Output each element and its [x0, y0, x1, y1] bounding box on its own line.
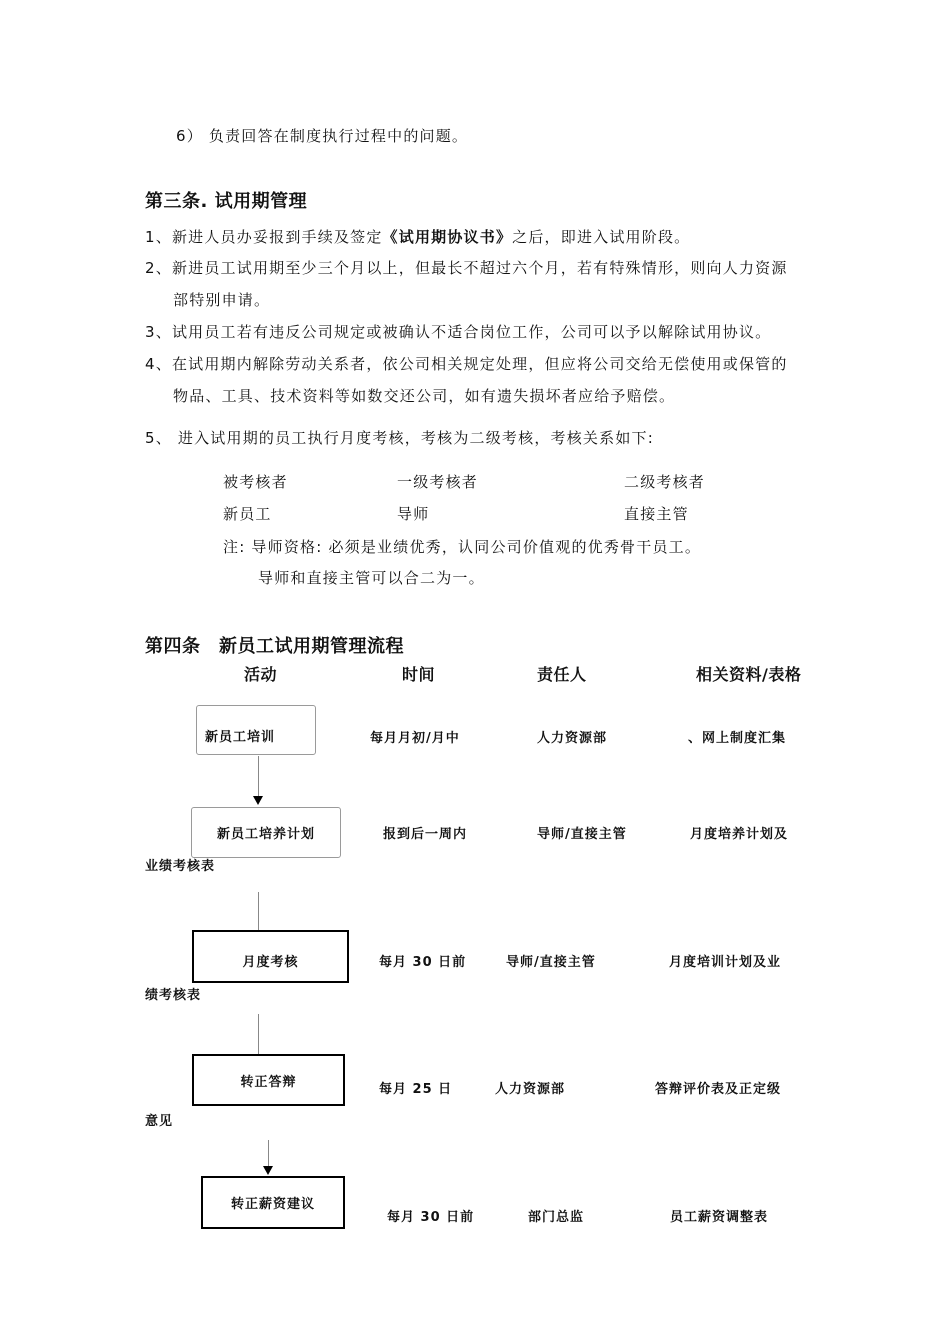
flow-step-label: 月度考核: [242, 955, 299, 970]
step4-time: 每月 25 日: [379, 1082, 453, 1097]
section3-paragraph-1: [145, 226, 690, 247]
flow-step-label: 新员工培养计划: [216, 827, 315, 842]
review-header-second-level: 二级考核者: [624, 473, 706, 491]
step5-docs: 员工薪资调整表: [670, 1210, 769, 1225]
flow-step-salary-proposal: [201, 1176, 345, 1229]
step2-owner: 导师/直接主管: [537, 827, 627, 842]
step4-docs: 答辩评价表及正定级: [655, 1082, 782, 1097]
step1-docs: 、网上制度汇集: [688, 731, 787, 746]
review-value-first-level: 导师: [397, 505, 430, 523]
mentor-note-line2: 导师和直接主管可以合二为一。: [258, 569, 485, 587]
section3-paragraph-3: 3、试用员工若有违反公司规定或被确认不适合岗位工作，公司可以予以解除试用协议。: [145, 323, 772, 341]
probation-agreement-title: 《试用期协议书》: [382, 228, 513, 246]
p1-pre: 1、新进人员办妥报到手续及签定: [145, 228, 383, 246]
flow-connector-2: [258, 892, 259, 930]
step2-docs: 月度培养计划及: [690, 827, 789, 842]
flow-step-label: 转正薪资建议: [230, 1197, 315, 1212]
arrow-down-icon: [263, 1166, 273, 1175]
arrow-down-icon: [253, 796, 263, 805]
column-header-activity: 活动: [244, 665, 278, 684]
section3-paragraph-2-line2: 部特别申请。: [173, 291, 271, 309]
step2-docs-wrap: 业绩考核表: [145, 859, 216, 874]
step1-owner: 人力资源部: [537, 731, 608, 746]
step5-time: 每月 30 日前: [387, 1210, 475, 1225]
flow-step-label: 转正答辩: [240, 1074, 297, 1090]
review-value-reviewee: 新员工: [223, 505, 272, 523]
flow-connector-4: [268, 1140, 269, 1167]
flow-step-monthly-review: [192, 930, 349, 983]
flow-connector-3: [258, 1014, 259, 1054]
step4-owner: 人力资源部: [495, 1082, 566, 1097]
flow-connector-1: [258, 756, 259, 796]
column-header-time: 时间: [402, 665, 436, 684]
flow-step-label: 新员工培训: [205, 729, 276, 745]
section4-heading: 第四条 新员工试用期管理流程: [145, 636, 404, 657]
flow-step-new-employee-training: [196, 705, 316, 755]
review-header-first-level: 一级考核者: [397, 473, 479, 491]
flow-step-training-plan: [191, 807, 341, 858]
step4-docs-wrap: 意见: [145, 1114, 174, 1129]
section3-paragraph-4-line1: 4、在试用期内解除劳动关系者，依公司相关规定处理，但应将公司交给无偿使用或保管的: [145, 355, 788, 373]
column-header-docs: 相关资料/表格: [696, 665, 802, 684]
flow-step-confirmation-defense: [192, 1054, 345, 1106]
step3-docs-wrap: 绩考核表: [145, 988, 202, 1003]
review-value-second-level: 直接主管: [624, 505, 689, 523]
review-header-reviewee: 被考核者: [223, 473, 288, 491]
column-header-owner: 责任人: [537, 665, 587, 684]
mentor-note-line1: 注: 导师资格: 必须是业绩优秀，认同公司价值观的优秀骨干员工。: [223, 538, 702, 556]
step2-time: 报到后一周内: [383, 827, 468, 842]
p1-post: 之后，即进入试用阶段。: [512, 228, 691, 246]
step3-time: 每月 30 日前: [379, 955, 467, 970]
section3-paragraph-4-line2: 物品、工具、技术资料等如数交还公司，如有遗失损坏者应给予赔偿。: [173, 387, 676, 405]
step5-owner: 部门总监: [528, 1210, 585, 1225]
section3-heading: 第三条. 试用期管理: [145, 191, 308, 212]
section3-paragraph-2-line1: 2、新进员工试用期至少三个月以上，但最长不超过六个月，若有特殊情形，则向人力资源: [145, 259, 788, 277]
step1-time: 每月月初/月中: [370, 731, 460, 746]
step3-docs: 月度培训计划及业: [669, 955, 782, 970]
step3-owner: 导师/直接主管: [506, 955, 596, 970]
list-item-6: 6） 负责回答在制度执行过程中的问题。: [176, 127, 469, 145]
section3-paragraph-5: 5、 进入试用期的员工执行月度考核，考核为二级考核，考核关系如下:: [145, 429, 654, 447]
